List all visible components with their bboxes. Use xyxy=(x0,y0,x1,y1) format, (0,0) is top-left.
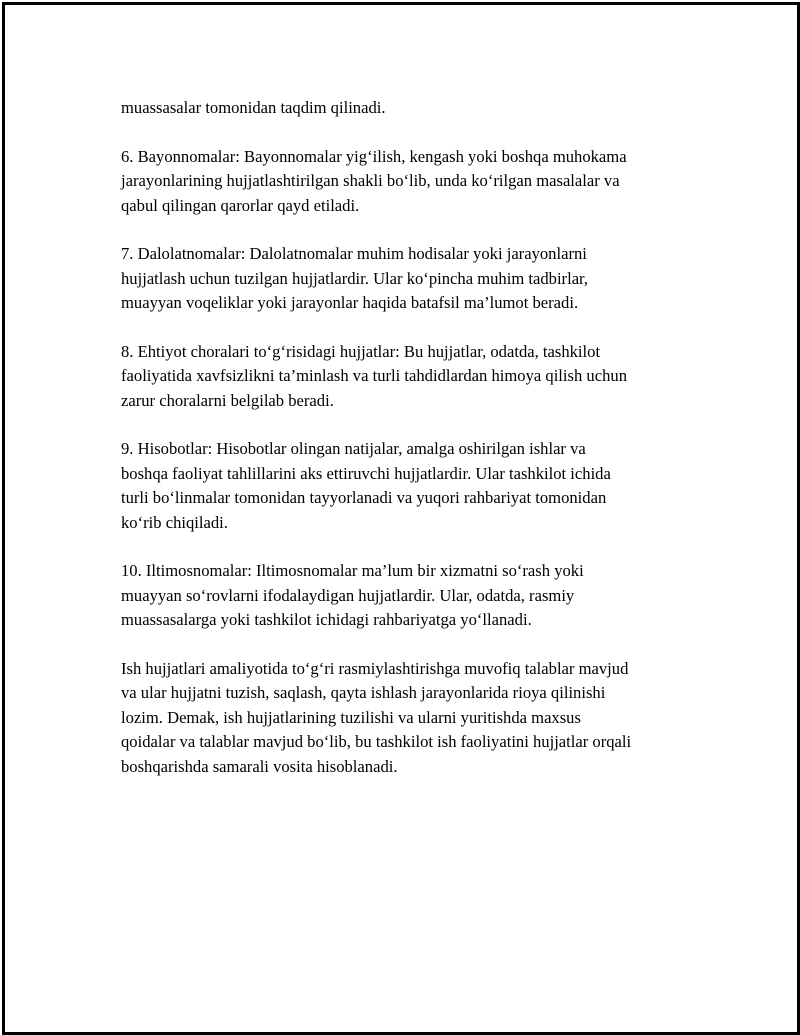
text-line: muassasalarga yoki tashkilot ichidagi rahbariyatga yo‘llanadi. xyxy=(121,610,532,630)
text-line: hujjatlash uchun tuzilgan hujjatlardir. Ular ko‘pincha muhim tadbirlar, xyxy=(121,268,589,288)
paragraph-conclusion xyxy=(121,657,701,779)
text-line: muassasalar tomonidan taqdim qilinadi. xyxy=(121,98,386,117)
text-line: boshqa faoliyat tahlillarini aks ettiruvchi hujjatlardir. Ular tashkilot ichida xyxy=(121,463,611,483)
text-line: muayyan voqeliklar yoki jarayonlar haqida batafsil ma’lumot beradi. xyxy=(121,293,579,313)
paragraph-item-6 xyxy=(121,145,701,218)
text-line: boshqarishda samarali vosita hisoblanadi. xyxy=(121,756,398,776)
text-line: Ish hujjatlari amaliyotida to‘g‘ri rasmiylashtirishga muvofiq talablar mavjud xyxy=(121,658,629,678)
text-line: muayyan so‘rovlarni ifodalaydigan hujjatlardir. Ular, odatda, rasmiy xyxy=(121,585,575,605)
text-line: zarur choralarni belgilab beradi. xyxy=(121,390,334,410)
paragraph-continuation xyxy=(121,96,701,120)
paragraph-item-10 xyxy=(121,559,701,632)
paragraph-item-9 xyxy=(121,437,701,535)
paragraph-item-7 xyxy=(121,242,701,315)
text-line: 7. Dalolatnomalar: Dalolatnomalar muhim hodisalar yoki jarayonlarni xyxy=(121,244,587,264)
text-line: va ular hujjatni tuzish, saqlash, qayta ishlash jarayonlarida rioya qilinishi xyxy=(121,683,606,703)
text-line: faoliyatida xavfsizlikni ta’minlash va turli tahdidlardan himoya qilish uchun xyxy=(121,366,627,386)
text-line: jarayonlarining hujjatlashtirilgan shakli bo‘lib, unda ko‘rilgan masalalar va xyxy=(121,171,620,191)
text-line: 8. Ehtiyot choralari to‘g‘risidagi hujjatlar: Bu hujjatlar, odatda, tashkilot xyxy=(121,341,601,361)
text-line: 10. Iltimosnomalar: Iltimosnomalar ma’lum bir xizmatni so‘rash yoki xyxy=(121,561,584,581)
paragraph-item-8 xyxy=(121,340,701,413)
text-line: 6. Bayonnomalar: Bayonnomalar yig‘ilish, kengash yoki boshqa muhokama xyxy=(121,146,627,166)
document-body xyxy=(121,96,701,803)
text-line: qoidalar va talablar mavjud bo‘lib, bu tashkilot ish faoliyatini hujjatlar orqali xyxy=(121,732,632,752)
page-frame xyxy=(2,2,800,1035)
text-line: turli bo‘linmalar tomonidan tayyorlanadi va yuqori rahbariyat tomonidan xyxy=(121,488,607,508)
text-line: lozim. Demak, ish hujjatlarining tuzilishi va ularni yuritishda maxsus xyxy=(121,707,581,727)
text-line: ko‘rib chiqiladi. xyxy=(121,512,228,532)
text-line: qabul qilingan qarorlar qayd etiladi. xyxy=(121,195,360,215)
text-line: 9. Hisobotlar: Hisobotlar olingan natijalar, amalga oshirilgan ishlar va xyxy=(121,439,586,459)
